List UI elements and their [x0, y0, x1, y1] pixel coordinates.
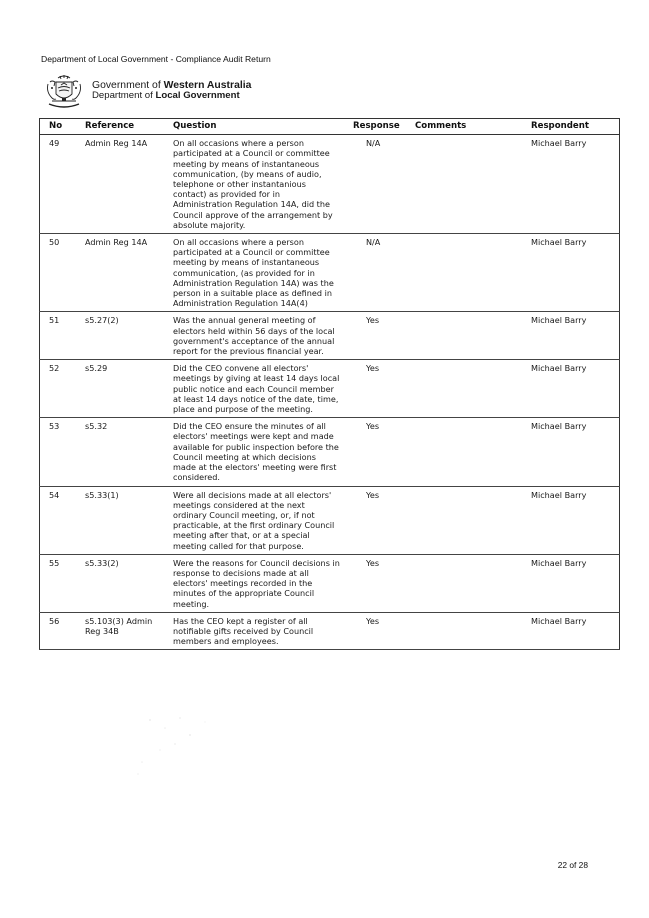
row-question: On all occasions where a person participated at a Council or committee meeting by means of instantaneous communication, (by means of audio, telephone or other instantanious contact) as provided for in Administration Regulation 14A, did the Council approve of the arrangement by absolute majority.	[169, 135, 349, 234]
row-response: N/A	[349, 135, 411, 234]
row-comments	[411, 135, 518, 234]
table-row	[40, 360, 620, 418]
document-header-title: Department of Local Government - Compliance Audit Return	[41, 54, 271, 64]
row-comments	[411, 312, 518, 360]
row-reference: Admin Reg 14A	[81, 135, 169, 234]
row-response: Yes	[349, 612, 411, 650]
wa-government-crest-icon	[44, 74, 84, 110]
gov-name: Western Australia	[163, 80, 252, 91]
row-response: Yes	[349, 418, 411, 486]
row-number: 53	[40, 418, 82, 486]
column-header-respondent: Respondent	[518, 119, 620, 135]
row-number: 56	[40, 612, 82, 650]
row-comments	[411, 418, 518, 486]
row-respondent: Michael Barry	[518, 554, 620, 612]
row-respondent: Michael Barry	[518, 612, 620, 650]
column-header-response: Response	[349, 119, 411, 135]
compliance-audit-table	[39, 118, 620, 650]
dept-prefix: Department of	[92, 90, 156, 101]
table-row	[40, 312, 620, 360]
row-question: Did the CEO convene all electors' meetings by giving at least 14 days local public notice and each Council member at least 14 days notice of the date, time, place and purpose of the meeting.	[169, 360, 349, 418]
row-respondent: Michael Barry	[518, 418, 620, 486]
table-row	[40, 418, 620, 486]
row-respondent: Michael Barry	[518, 312, 620, 360]
row-question: Were the reasons for Council decisions in response to decisions made at all electors' meetings recorded in the minutes of the appropriate Council meeting.	[169, 554, 349, 612]
row-number: 55	[40, 554, 82, 612]
row-respondent: Michael Barry	[518, 486, 620, 554]
column-header-question: Question	[169, 119, 349, 135]
table-row	[40, 234, 620, 312]
scan-smudge-mark	[120, 700, 260, 790]
row-comments	[411, 234, 518, 312]
table-row	[40, 612, 620, 650]
row-comments	[411, 360, 518, 418]
row-question: On all occasions where a person participated at a Council or committee meeting by means of instantaneous communication, (as provided for in Administration Regulation 14A) was the person in a suitable place as defined in Administration Regulation 14A(4)	[169, 234, 349, 312]
row-number: 54	[40, 486, 82, 554]
row-response: Yes	[349, 554, 411, 612]
table-row	[40, 486, 620, 554]
row-comments	[411, 554, 518, 612]
table-row	[40, 554, 620, 612]
row-number: 49	[40, 135, 82, 234]
row-comments	[411, 612, 518, 650]
column-header-reference: Reference	[81, 119, 169, 135]
row-response: N/A	[349, 234, 411, 312]
row-reference: s5.103(3) Admin Reg 34B	[81, 612, 169, 650]
row-response: Yes	[349, 312, 411, 360]
table-row	[40, 135, 620, 234]
page-number: 22 of 28	[557, 860, 588, 870]
row-number: 52	[40, 360, 82, 418]
row-number: 51	[40, 312, 82, 360]
row-reference: s5.33(1)	[81, 486, 169, 554]
gov-prefix: Government of	[92, 80, 164, 91]
row-respondent: Michael Barry	[518, 360, 620, 418]
row-question: Was the annual general meeting of electors held within 56 days of the local government's acceptance of the annual report for the previous financial year.	[169, 312, 349, 360]
row-response: Yes	[349, 486, 411, 554]
row-comments	[411, 486, 518, 554]
row-reference: s5.27(2)	[81, 312, 169, 360]
row-response: Yes	[349, 360, 411, 418]
row-question: Were all decisions made at all electors' meetings considered at the next ordinary Council meeting, or, if not practicable, at the first ordinary Council meeting after that, or at a special meeting called for that purpose.	[169, 486, 349, 554]
column-header-comments: Comments	[411, 119, 518, 135]
row-number: 50	[40, 234, 82, 312]
row-respondent: Michael Barry	[518, 234, 620, 312]
row-reference: s5.32	[81, 418, 169, 486]
row-question: Has the CEO kept a register of all notifiable gifts received by Council members and employees.	[169, 612, 349, 650]
government-logo-block	[44, 74, 344, 112]
table-header-row	[40, 119, 620, 135]
row-respondent: Michael Barry	[518, 135, 620, 234]
row-reference: s5.33(2)	[81, 554, 169, 612]
row-reference: s5.29	[81, 360, 169, 418]
row-reference: Admin Reg 14A	[81, 234, 169, 312]
column-header-no: No	[40, 119, 82, 135]
dept-name: Local Government	[155, 90, 240, 101]
row-question: Did the CEO ensure the minutes of all electors' meetings were kept and made available for public inspection before the Council meeting at which decisions made at the electors' meeting were first considered.	[169, 418, 349, 486]
